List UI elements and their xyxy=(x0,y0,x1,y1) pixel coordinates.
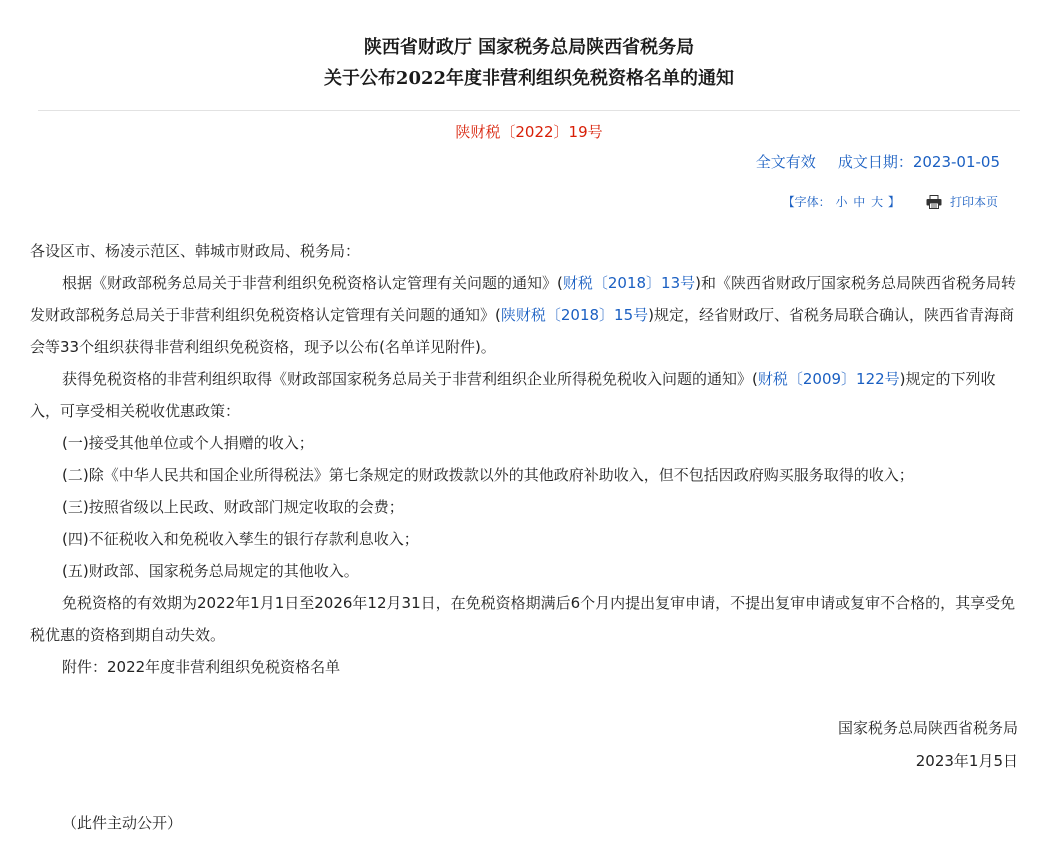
title-line-1: 陕西省财政厅 国家税务总局陕西省税务局 xyxy=(363,37,695,58)
paragraph-2-text-b: )规定的下列收入，可享受相关税收优惠政策： xyxy=(30,370,996,420)
list-item: (二)除《中华人民共和国企业所得税法》第七条规定的财政拨款以外的其他政府补助收入，但不包括因政府购买服务取得的收入； xyxy=(62,466,914,484)
font-size-small-button[interactable]: 小 xyxy=(835,195,848,209)
policy-link-shancaishui-2018-15[interactable]: 陕财税〔2018〕15号 xyxy=(500,306,649,324)
list-item: (四)不征税收入和免税收入孳生的银行存款利息收入； xyxy=(62,530,419,548)
paragraph-1-text-a: 根据《财政部税务总局关于非营利组织免税资格认定管理有关问题的通知》( xyxy=(62,274,563,292)
document-meta xyxy=(756,151,1000,172)
paragraph-3: 免税资格的有效期为2022年1月1日至2026年12月31日，在免税资格期满后6个月内提出复审申请，不提出复审申请或复审不合格的，其享受免税优惠的资格到期自动失效。 xyxy=(30,594,1016,644)
list-item: (一)接受其他单位或个人捐赠的收入； xyxy=(62,434,314,452)
list-item: (三)按照省级以上民政、财政部门规定收取的会费； xyxy=(62,498,404,516)
print-page-link[interactable]: 打印本页 xyxy=(949,195,998,209)
document-body xyxy=(30,235,1025,683)
salutation: 各设区市、杨凌示范区、韩城市财政局、税务局： xyxy=(30,242,361,260)
paragraph-1 xyxy=(30,267,1025,363)
document-number: 陕财税〔2022〕19号 xyxy=(455,123,603,141)
printer-icon[interactable] xyxy=(926,195,942,209)
validity-status: 全文有效 xyxy=(755,153,816,171)
signature-org: 国家税务总局陕西省税务局 xyxy=(837,719,1018,737)
attachment-line: 附件：2022年度非营利组织免税资格名单 xyxy=(62,658,341,676)
issue-date: 成文日期：2023-01-05 xyxy=(837,153,1000,171)
list-item: (五)财政部、国家税务总局规定的其他收入。 xyxy=(62,562,359,580)
font-bracket-open: 【字体： xyxy=(782,195,831,209)
toolbar xyxy=(783,193,998,210)
title-line-2: 关于公布2022年度非营利组织免税资格名单的通知 xyxy=(323,68,735,89)
paragraph-2 xyxy=(30,363,1025,427)
policy-link-caishui-2018-13[interactable]: 财税〔2018〕13号 xyxy=(562,274,696,292)
paragraph-1-text-b: )和《陕西省财政厅国家税务总局陕西省税务局转发财政部税务总局关于非营利组织免税资格认定管理有关问题的通知》( xyxy=(30,274,1016,324)
font-bracket-close: 】 xyxy=(887,195,900,209)
signature-date: 2023年1月5日 xyxy=(915,752,1018,770)
policy-link-caishui-2009-122[interactable]: 财税〔2009〕122号 xyxy=(757,370,900,388)
font-size-medium-button[interactable]: 中 xyxy=(853,195,866,209)
paragraph-2-text-a: 获得免税资格的非营利组织取得《财政部国家税务总局关于非营利组织企业所得税免税收入问题的通知》( xyxy=(62,370,758,388)
public-disclosure-note: （此件主动公开） xyxy=(62,814,183,832)
header-divider xyxy=(38,110,1020,111)
font-size-selector xyxy=(783,193,900,210)
font-size-large-button[interactable]: 大 xyxy=(871,195,884,209)
paragraph-1-text-c: )规定，经省财政厅、省税务局联合确认，陕西省青海商会等33个组织获得非营利组织免税资格，现予以公布(名单详见附件)。 xyxy=(30,306,1014,356)
